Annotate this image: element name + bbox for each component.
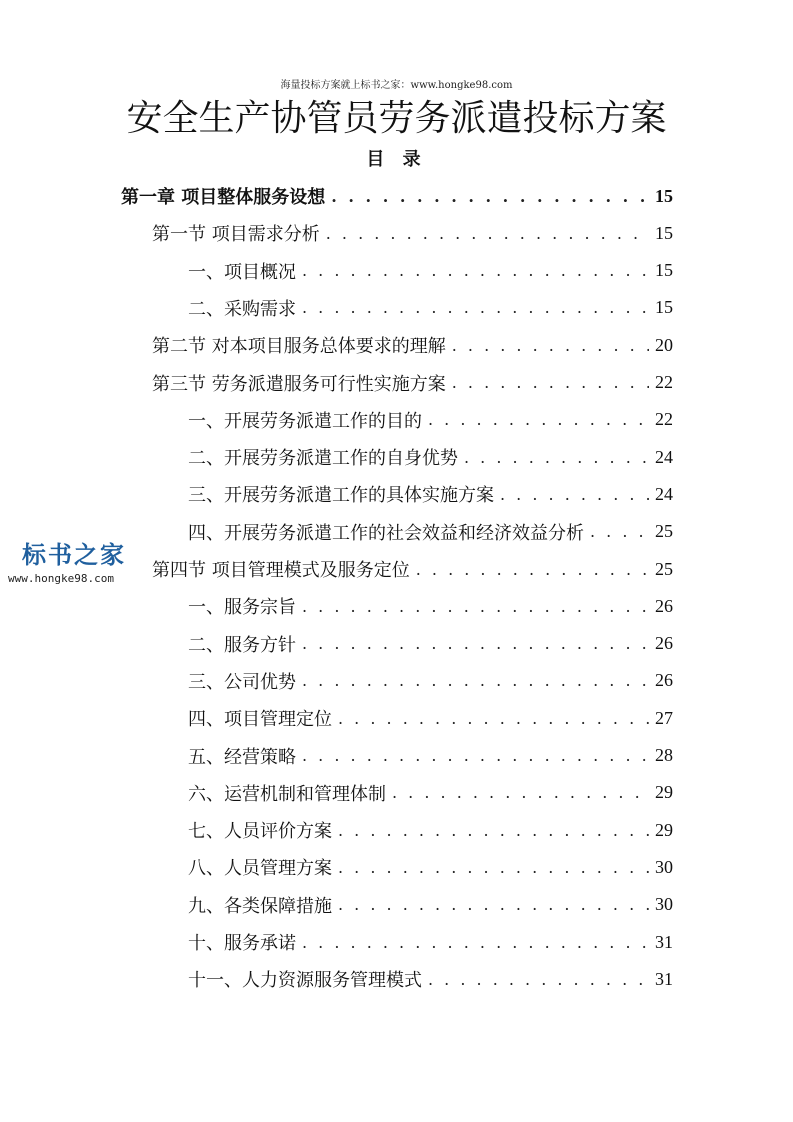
toc-dot-leader: [452, 336, 649, 355]
document-title: 安全生产协管员劳务派遣投标方案: [126, 98, 667, 139]
toc-entry-title: 十、服务承诺: [188, 933, 296, 954]
toc-page-number: 20: [655, 334, 673, 355]
toc-entry-title: 第一章 项目整体服务设想: [121, 187, 326, 208]
toc-entry[interactable]: [121, 178, 673, 214]
toc-page-number: 31: [655, 968, 673, 989]
toc-entry-title: 第四节 项目管理模式及服务定位: [152, 560, 410, 581]
toc-entry-title: 二、服务方针: [188, 634, 296, 656]
toc-page-number: 26: [655, 633, 673, 654]
toc-dot-leader: [452, 373, 649, 392]
toc-page-number: 24: [655, 483, 673, 504]
toc-entry-title: 三、公司优势: [188, 671, 296, 693]
toc-page-number: 15: [655, 260, 673, 281]
toc-dot-leader: [326, 224, 649, 243]
toc-page-number: 27: [655, 707, 673, 728]
toc-entry[interactable]: [188, 700, 673, 736]
toc-page-number: 15: [655, 222, 673, 243]
toc-dot-leader: [302, 634, 649, 653]
toc-entry[interactable]: [188, 961, 673, 997]
toc-entry[interactable]: [188, 439, 673, 475]
toc-page-number: 15: [655, 297, 673, 318]
toc-dot-leader: [302, 261, 649, 280]
toc-entry[interactable]: [188, 924, 673, 960]
toc-page-number: 30: [655, 894, 673, 915]
toc-entry-title: 八、人员管理方案: [188, 858, 332, 880]
toc-page-number: 22: [655, 409, 673, 430]
toc-dot-leader: [338, 709, 649, 728]
toc-page-number: 25: [655, 521, 673, 542]
toc-entry[interactable]: [188, 290, 673, 326]
toc-entry-title: 第三节 劳务派遣服务可行性实施方案: [152, 373, 446, 395]
toc-dot-leader: [302, 597, 649, 616]
watermark-url: www.hongke98.com: [8, 572, 114, 585]
toc-entry-title: 一、开展劳务派遣工作的目的: [188, 410, 422, 432]
toc-entry[interactable]: [188, 738, 673, 774]
toc-entry[interactable]: [188, 402, 673, 438]
toc-dot-leader: [416, 560, 649, 579]
toc-entry-title: 九、各类保障措施: [188, 895, 332, 917]
toc-dot-leader: [464, 448, 649, 467]
toc-dot-leader: [302, 746, 649, 765]
toc-entry[interactable]: [188, 663, 673, 699]
toc-entry-title: 二、采购需求: [188, 298, 296, 320]
toc-page-number: 25: [655, 558, 673, 579]
toc-entry[interactable]: [152, 327, 673, 363]
toc-entry-title: 六、运营机制和管理体制: [188, 783, 386, 805]
toc-page-number: 22: [655, 372, 673, 392]
toc-entry-title: 第二节 对本项目服务总体要求的理解: [152, 336, 446, 358]
toc-dot-leader: [302, 671, 649, 690]
toc-heading: 目 录: [366, 149, 427, 170]
toc-page-number: 15: [655, 185, 673, 206]
toc-page-number: 30: [655, 856, 673, 877]
toc-dot-leader: [338, 821, 649, 840]
toc-page-number: 29: [655, 819, 673, 840]
toc-entry-title: 二、开展劳务派遣工作的自身优势: [188, 448, 458, 470]
toc-entry[interactable]: [188, 476, 673, 512]
toc-entry[interactable]: [188, 588, 673, 624]
toc-entry[interactable]: [152, 551, 673, 587]
toc-dot-leader: [590, 522, 649, 541]
toc-entry[interactable]: [188, 514, 673, 550]
toc-entry[interactable]: [152, 215, 673, 251]
toc-dot-leader: [338, 858, 649, 877]
watermark-logo: 标书之家: [22, 541, 126, 569]
toc-entry-title: 一、项目概况: [188, 261, 296, 283]
header-note: 海量投标方案就上标书之家：www.hongke98.com: [280, 80, 513, 91]
toc-entry[interactable]: [188, 887, 673, 923]
toc-page-number: 31: [655, 931, 673, 952]
toc-entry[interactable]: [188, 253, 673, 289]
toc-entry[interactable]: [188, 626, 673, 662]
toc-dot-leader: [302, 298, 649, 317]
toc-dot-leader: [428, 970, 649, 989]
toc-entry-title: 十一、人力资源服务管理模式: [188, 970, 422, 992]
toc-entry[interactable]: [188, 812, 673, 848]
toc-entry[interactable]: [152, 365, 673, 401]
toc-entry-title: 一、服务宗旨: [188, 597, 296, 619]
toc-dot-leader: [331, 187, 649, 206]
toc-page-number: 24: [655, 446, 673, 467]
toc-entry-title: 五、经营策略: [188, 746, 296, 768]
toc-entry-title: 三、开展劳务派遣工作的具体实施方案: [188, 485, 494, 507]
toc-dot-leader: [500, 485, 649, 504]
toc-entry-title: 七、人员评价方案: [188, 821, 332, 843]
toc-dot-leader: [302, 933, 649, 952]
toc-page-number: 29: [655, 782, 673, 803]
toc-dot-leader: [392, 783, 649, 802]
toc-dot-leader: [338, 895, 649, 914]
toc-entry[interactable]: [188, 849, 673, 885]
toc-page-number: 26: [655, 595, 673, 616]
toc-dot-leader: [428, 410, 649, 429]
toc-entry-title: 四、开展劳务派遣工作的社会效益和经济效益分析: [188, 522, 584, 544]
toc-entry[interactable]: [188, 775, 673, 811]
watermark: [8, 535, 158, 585]
toc-entry-title: 四、项目管理定位: [188, 709, 332, 731]
toc-entry-title: 第一节 项目需求分析: [152, 224, 320, 246]
toc-page-number: 26: [655, 670, 673, 691]
toc-page-number: 28: [655, 745, 673, 765]
